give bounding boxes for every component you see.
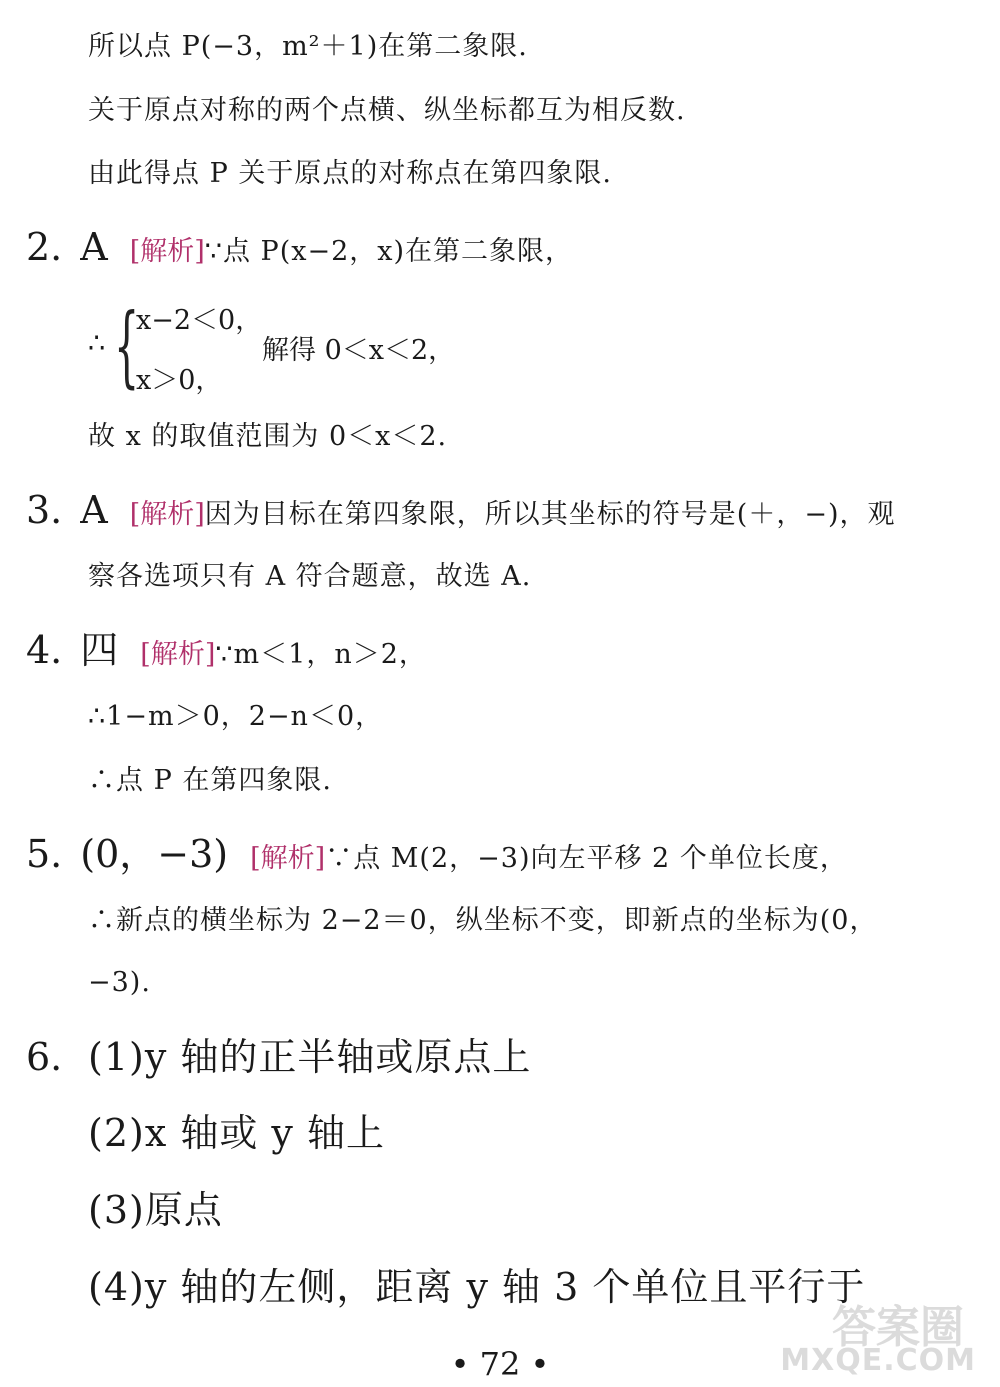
analysis-tag: [解析] xyxy=(129,499,205,530)
answer: A xyxy=(80,488,108,532)
q6-answer-2: (2)x 轴或 y 轴上 xyxy=(88,1111,385,1155)
question-number: 5. xyxy=(26,832,63,876)
brace-icon: { xyxy=(114,294,140,397)
text-line-2: 关于原点对称的两个点横、纵坐标都互为相反数. xyxy=(88,95,686,126)
inequality-system xyxy=(88,294,508,397)
page-number: • 72 • xyxy=(450,1345,550,1383)
answer: (0，−3) xyxy=(80,832,229,876)
question-6-number: 6. xyxy=(26,1035,63,1079)
question-5 xyxy=(26,832,848,881)
solution-text: 解得 0＜x＜2， xyxy=(262,335,456,366)
q5-line-2: ∴新点的横坐标为 2−2＝0，纵坐标不变，即新点的坐标为(0， xyxy=(88,905,878,936)
analysis-tag: [解析] xyxy=(129,236,205,267)
answer: 四 xyxy=(80,628,119,672)
analysis-text: ∵m＜1，n＞2， xyxy=(215,639,427,670)
inequality-2: x＞0， xyxy=(136,365,223,396)
question-4 xyxy=(26,628,427,677)
watermark-url: MXQE.COM xyxy=(780,1343,976,1378)
q4-line-2: ∴1−m＞0，2−n＜0， xyxy=(88,701,384,732)
question-2 xyxy=(26,225,573,274)
analysis-text: 因为目标在第四象限，所以其坐标的符号是(＋，−)，观 xyxy=(204,499,896,530)
analysis-tag: [解析] xyxy=(250,843,326,874)
q6-answer-3: (3)原点 xyxy=(88,1188,223,1232)
q4-line-3: ∴点 P 在第四象限. xyxy=(88,765,332,796)
q6-answer-1: (1)y 轴的正半轴或原点上 xyxy=(88,1035,532,1079)
question-number: 2. xyxy=(26,225,63,269)
analysis-tag: [解析] xyxy=(140,639,216,670)
analysis-text: ∵点 M(2，−3)向左平移 2 个单位长度， xyxy=(325,843,848,874)
analysis-text: ∵点 P(x−2，x)在第二象限， xyxy=(204,236,574,267)
q5-line-3: −3). xyxy=(88,967,151,998)
q2-conclusion: 故 x 的取值范围为 0＜x＜2. xyxy=(88,421,448,452)
inequality-1: x−2＜0， xyxy=(136,305,263,336)
answer: A xyxy=(80,225,108,269)
q6-answer-4: (4)y 轴的左侧，距离 y 轴 3 个单位且平行于 xyxy=(88,1265,866,1309)
text-line-3: 由此得点 P 关于原点的对称点在第四象限. xyxy=(88,158,612,189)
watermark-logo-text: 答案圈 xyxy=(832,1302,964,1353)
question-number: 3. xyxy=(26,488,63,532)
watermark xyxy=(766,1291,976,1381)
question-number: 4. xyxy=(26,628,63,672)
text-line-1: 所以点 P(−3，m²＋1)在第二象限. xyxy=(88,31,528,62)
question-3 xyxy=(26,488,896,537)
therefore-symbol: ∴ xyxy=(88,328,106,359)
q3-line-2: 察各选项只有 A 符合题意，故选 A. xyxy=(88,561,532,592)
